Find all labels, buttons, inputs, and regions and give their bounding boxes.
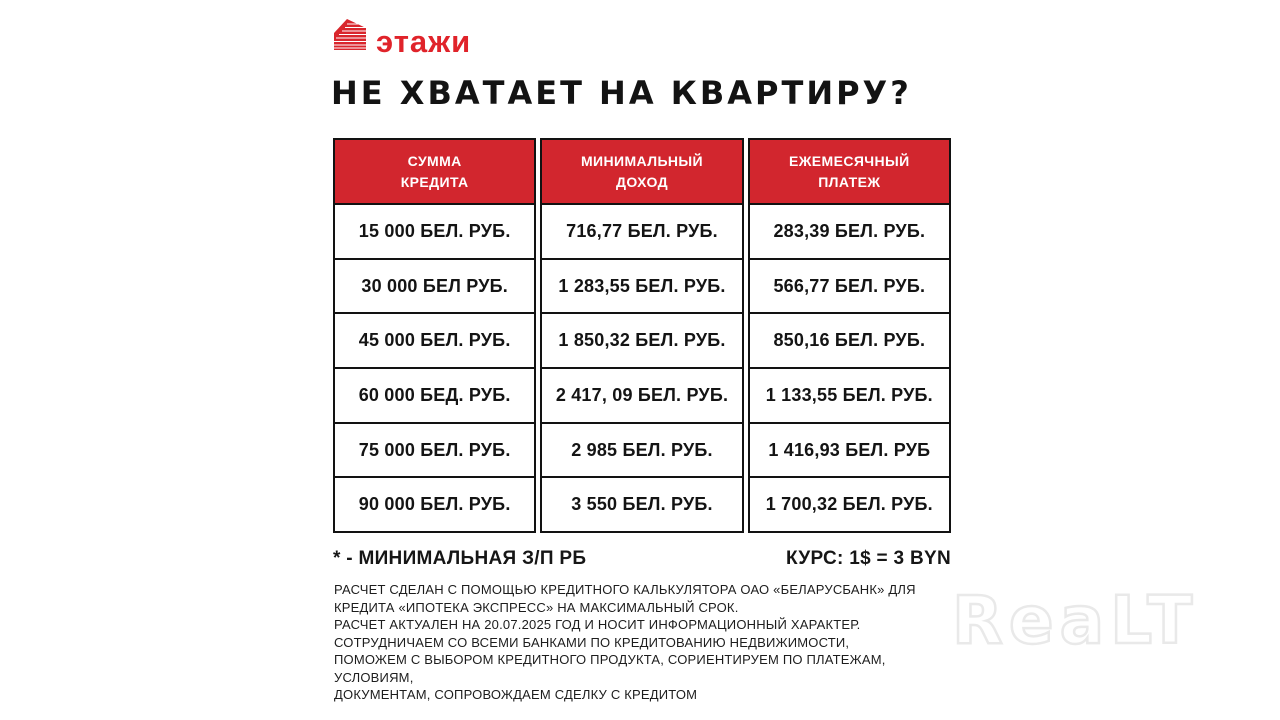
- table-cell: 1 850,32 БЕЛ. РУБ.: [542, 314, 741, 367]
- table-cell: 15 000 БЕЛ. РУБ.: [335, 205, 534, 258]
- min-salary-note: * - МИНИМАЛЬНАЯ З/П РБ: [333, 548, 587, 569]
- table-cell: 566,77 БЕЛ. РУБ.: [750, 260, 949, 313]
- table-cell: 45 000 БЕЛ. РУБ.: [335, 314, 534, 367]
- table-cell: 1 416,93 БЕЛ. РУБ: [750, 424, 949, 477]
- table-cell: 850,16 БЕЛ. РУБ.: [750, 314, 949, 367]
- column-monthly-payment: [748, 138, 951, 533]
- realt-watermark: ReaLT: [952, 582, 1199, 659]
- table-cell: 90 000 БЕЛ. РУБ.: [335, 478, 534, 531]
- disclaimer-line: ДОКУМЕНТАМ, СОПРОВОЖДАЕМ СДЕЛКУ С КРЕДИТОМ: [334, 687, 698, 702]
- table-cell: 60 000 БЕД. РУБ.: [335, 369, 534, 422]
- disclaimer-line: УСЛОВИЯМ,: [334, 669, 414, 685]
- table-cell: 75 000 БЕЛ. РУБ.: [335, 424, 534, 477]
- table-cell: 3 550 БЕЛ. РУБ.: [542, 478, 741, 531]
- exchange-rate-note: КУРС: 1$ = 3 BYN: [786, 548, 951, 569]
- column-header: СУММА КРЕДИТА: [335, 140, 534, 203]
- logo-wordmark: этажи: [376, 23, 472, 59]
- disclaimer-line: ПОМОЖЕМ С ВЫБОРОМ КРЕДИТНОГО ПРОДУКТА, СОРИЕНТИРУЕМ ПО ПЛАТЕЖАМ,: [334, 652, 886, 667]
- table-cell: 30 000 БЕЛ РУБ.: [335, 260, 534, 313]
- column-credit-sum: [333, 138, 536, 533]
- table-cell: 2 417, 09 БЕЛ. РУБ.: [542, 369, 741, 422]
- table-cell: 716,77 БЕЛ. РУБ.: [542, 205, 741, 258]
- column-header: МИНИМАЛЬНЫЙ ДОХОД: [542, 140, 741, 203]
- disclaimer-line: КРЕДИТА «ИПОТЕКА ЭКСПРЕСС» НА МАКСИМАЛЬНЫЙ СРОК.: [334, 599, 739, 615]
- column-min-income: [540, 138, 743, 533]
- footnotes-row: [333, 548, 951, 570]
- table-cell: 2 985 БЕЛ. РУБ.: [542, 424, 741, 477]
- building-icon: [333, 18, 367, 56]
- disclaimer-text: [334, 581, 994, 704]
- etazhi-logo: [333, 18, 472, 59]
- disclaimer-line: РАСЧЕТ АКТУАЛЕН НА 20.07.2025 ГОД И НОСИТ ИНФОРМАЦИОННЫЙ ХАРАКТЕР.: [334, 617, 861, 632]
- column-header: ЕЖЕМЕСЯЧНЫЙ ПЛАТЕЖ: [750, 140, 949, 203]
- table-cell: 1 700,32 БЕЛ. РУБ.: [750, 478, 949, 531]
- disclaimer-line: РАСЧЕТ СДЕЛАН С ПОМОЩЬЮ КРЕДИТНОГО КАЛЬКУЛЯТОРА ОАО «БЕЛАРУСБАНК» ДЛЯ: [334, 582, 916, 597]
- table-cell: 1 283,55 БЕЛ. РУБ.: [542, 260, 741, 313]
- table-cell: 1 133,55 БЕЛ. РУБ.: [750, 369, 949, 422]
- page-title: НЕ ХВАТАЕТ НА КВАРТИРУ?: [331, 74, 912, 112]
- credit-table: [333, 138, 951, 533]
- disclaimer-line: СОТРУДНИЧАЕМ СО ВСЕМИ БАНКАМИ ПО КРЕДИТОВАНИЮ НЕДВИЖИМОСТИ,: [334, 634, 850, 650]
- table-cell: 283,39 БЕЛ. РУБ.: [750, 205, 949, 258]
